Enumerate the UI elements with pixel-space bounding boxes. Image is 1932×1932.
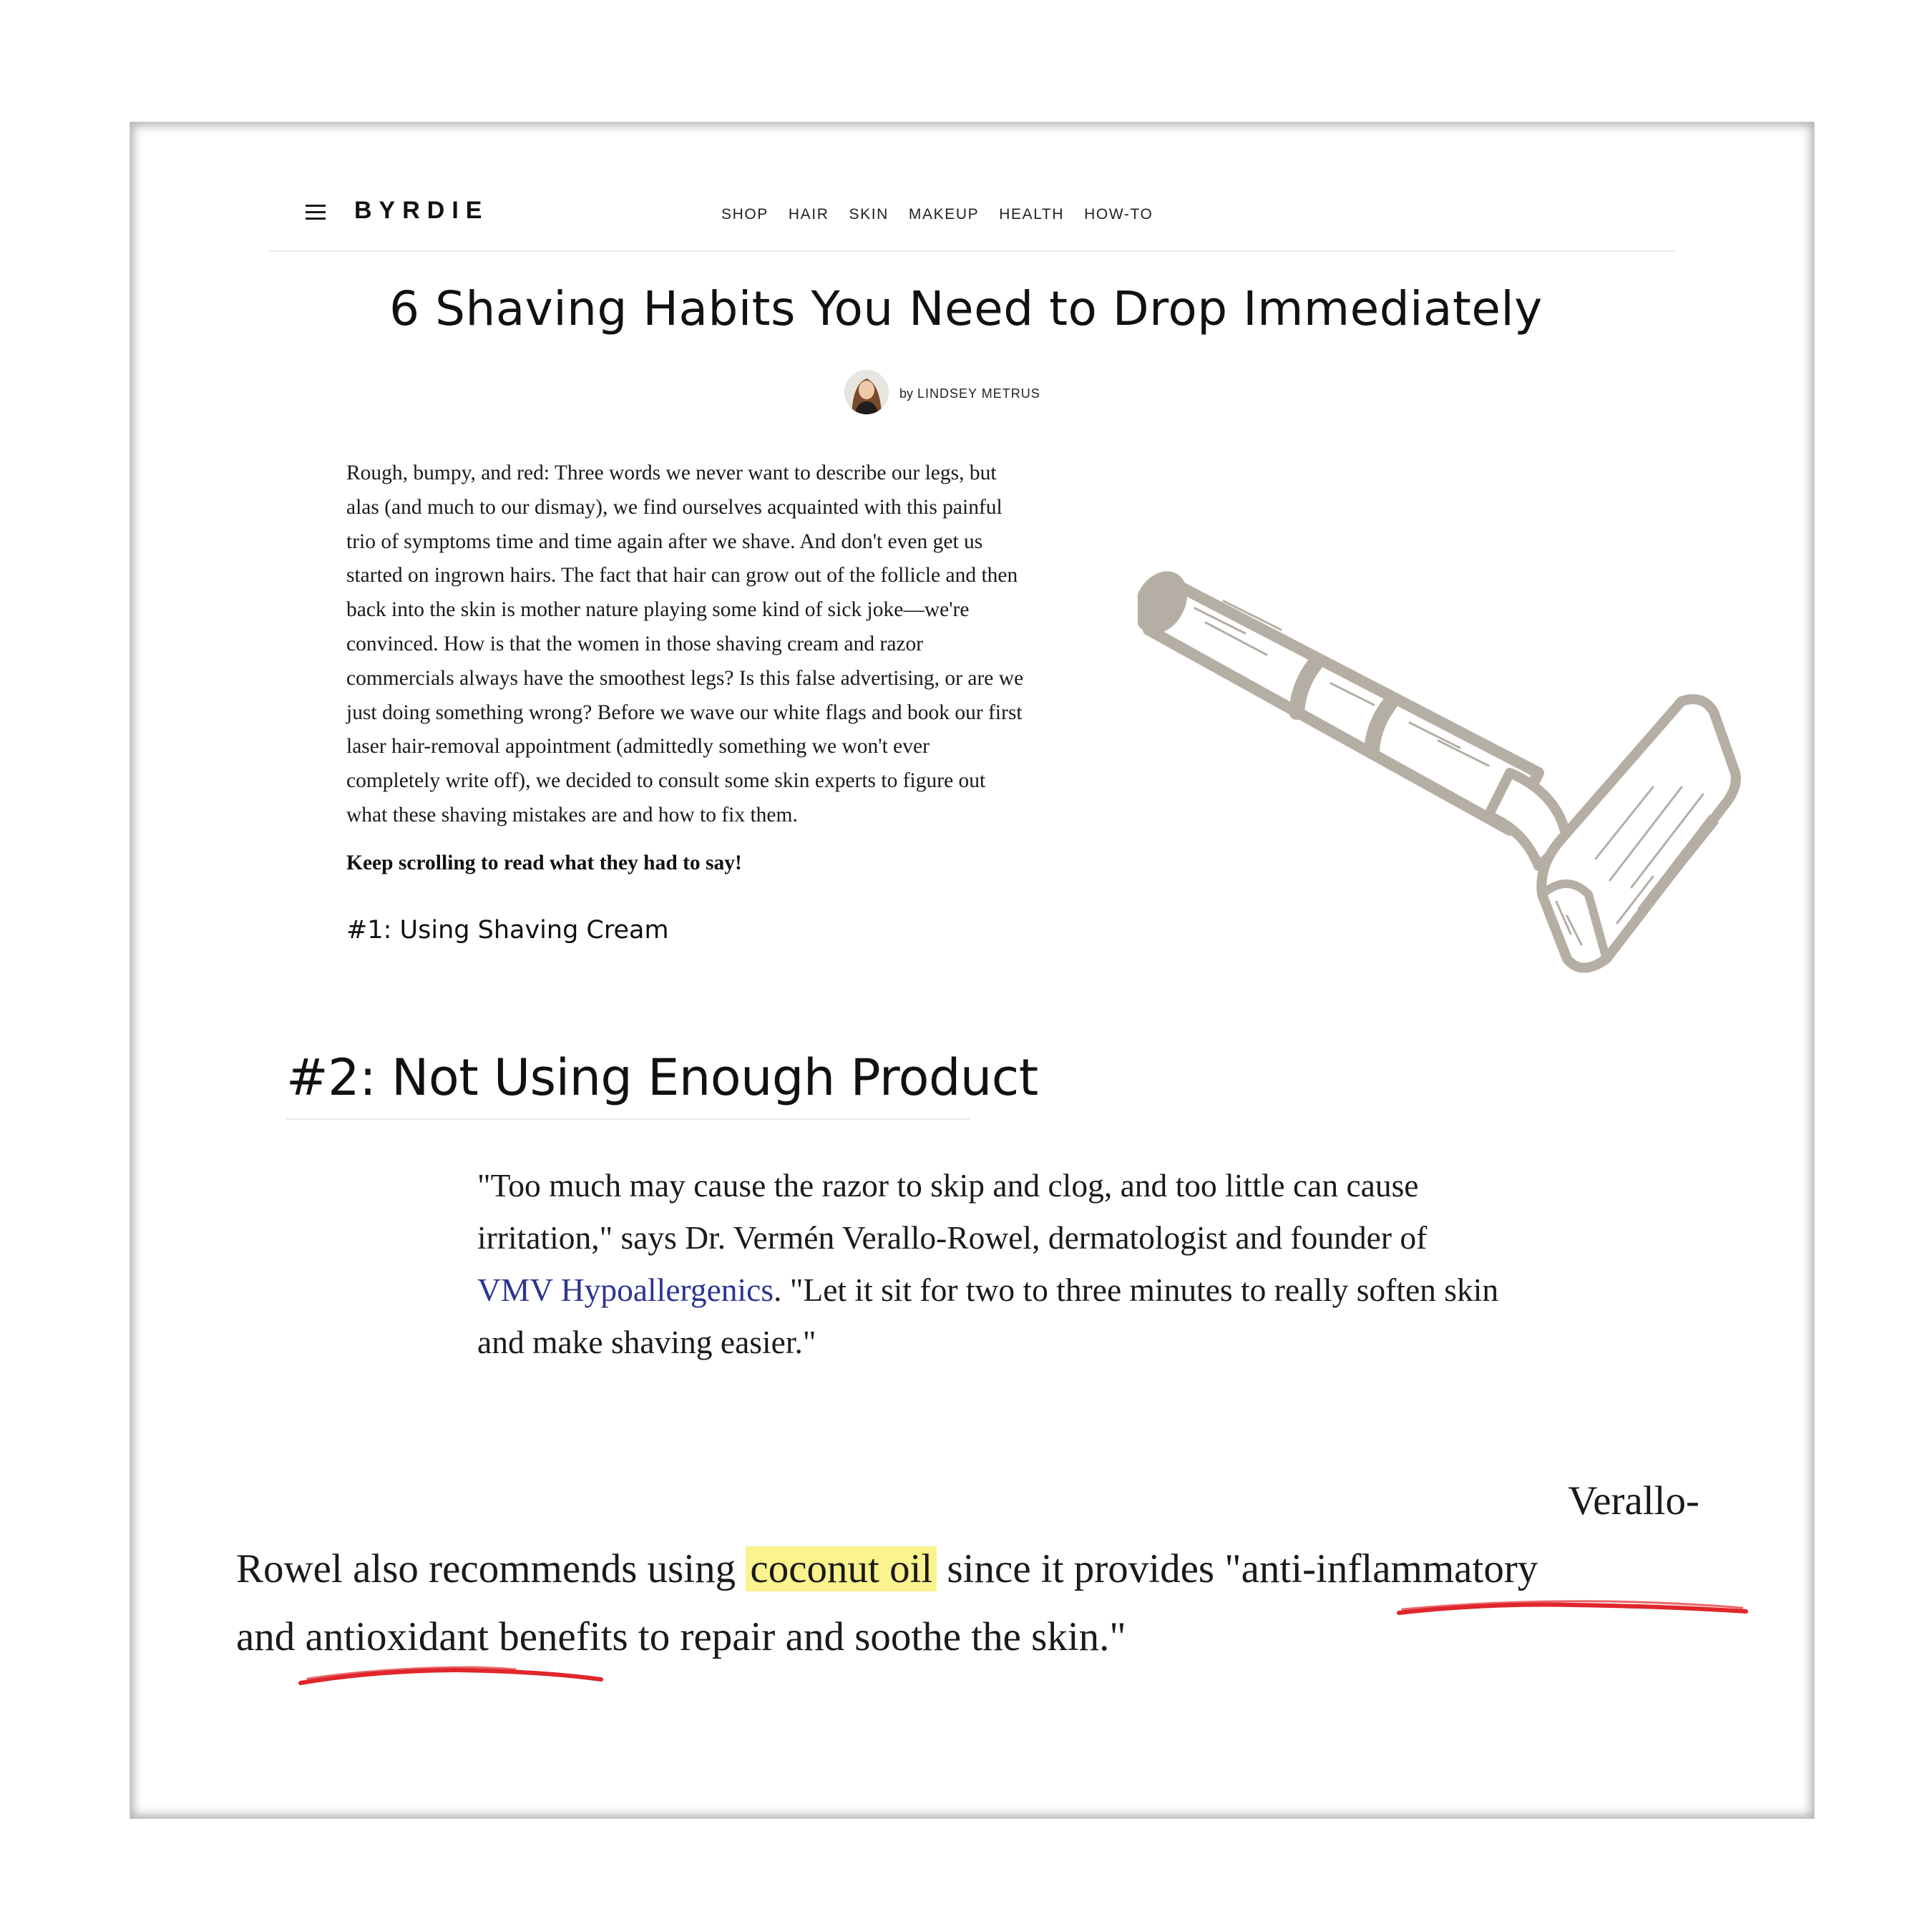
quote-line: irritation," says Dr. Vermén Verallo-Rowel, dermatologist and founder of (477, 1219, 1428, 1256)
intro-line: back into the skin is mother nature playing some kind of sick joke—we're (346, 598, 970, 622)
intro-line: laser hair-removal appointment (admittedly something we won't ever (346, 735, 930, 758)
article-title: 6 Shaving Habits You Need to Drop Immediately (389, 281, 1543, 336)
zoomed-text: since it provides "anti-inflammatory (937, 1546, 1538, 1591)
nav-item-how-to[interactable]: HOW-TO (1084, 206, 1153, 223)
header-divider (268, 250, 1675, 252)
intro-line: alas (and much to our dismay), we find ourselves acquainted with this painful (346, 495, 1002, 519)
author-name[interactable]: LINDSEY METRUS (917, 386, 1040, 401)
highlighted-text: coconut oil (746, 1546, 937, 1591)
quote-line: . "Let it sit for two to three minutes to really soften skin (774, 1272, 1499, 1308)
intro-paragraph (346, 457, 1119, 833)
intro-line: Rough, bumpy, and red: Three words we never want to describe our legs, but (346, 462, 997, 484)
zoomed-line-3: and antioxidant benefits to repair and soothe the skin." (236, 1614, 1126, 1659)
quote-line: "Too much may cause the razor to skip and clog, and too little can cause (477, 1167, 1419, 1204)
nav-item-hair[interactable]: HAIR (788, 206, 829, 223)
author-avatar[interactable] (844, 370, 889, 414)
intro-line: just doing something wrong? Before we wave our white flags and book our first (346, 701, 1023, 724)
zoomed-text: Rowel also recommends using (236, 1546, 746, 1591)
quote-paragraph (477, 1159, 1651, 1368)
nav-item-skin[interactable]: SKIN (849, 206, 889, 223)
menu-icon[interactable] (306, 205, 326, 220)
main-nav (721, 206, 1173, 223)
byline-prefix: by (899, 386, 914, 401)
nav-item-shop[interactable]: SHOP (721, 206, 769, 223)
intro-line: trio of symptoms time and time again after we shave. And don't even get us (346, 530, 983, 553)
intro-line: completely write off), we decided to consult some skin experts to figure out (346, 769, 986, 793)
intro-line: convinced. How is that the women in those shaving cream and razor (346, 632, 924, 655)
site-logo[interactable]: BYRDIE (354, 197, 489, 224)
byline (899, 386, 1040, 401)
nav-item-makeup[interactable]: MAKEUP (908, 206, 980, 223)
subheading-divider (286, 1118, 970, 1120)
vmv-hypoallergenics-link[interactable]: VMV Hypoallergenics (477, 1272, 774, 1308)
razor-illustration (1138, 558, 1753, 980)
quote-line: and make shaving easier." (477, 1324, 816, 1360)
subheading-2: #2: Not Using Enough Product (286, 1048, 1038, 1107)
nav-item-health[interactable]: HEALTH (999, 206, 1065, 223)
zoomed-line-2 (236, 1546, 1538, 1592)
subheading-1: #1: Using Shaving Cream (346, 916, 669, 945)
keep-scrolling-text: Keep scrolling to read what they had to say! (346, 852, 742, 874)
intro-line: started on ingrown hairs. The fact that hair can grow out of the follicle and then (346, 564, 1018, 587)
intro-line: what these shaving mistakes are and how to fix them. (346, 803, 798, 826)
intro-line: commercials always have the smoothest legs? Is this false advertising, or are we (346, 666, 1024, 690)
zoomed-line-1: Verallo- (1568, 1478, 1699, 1523)
